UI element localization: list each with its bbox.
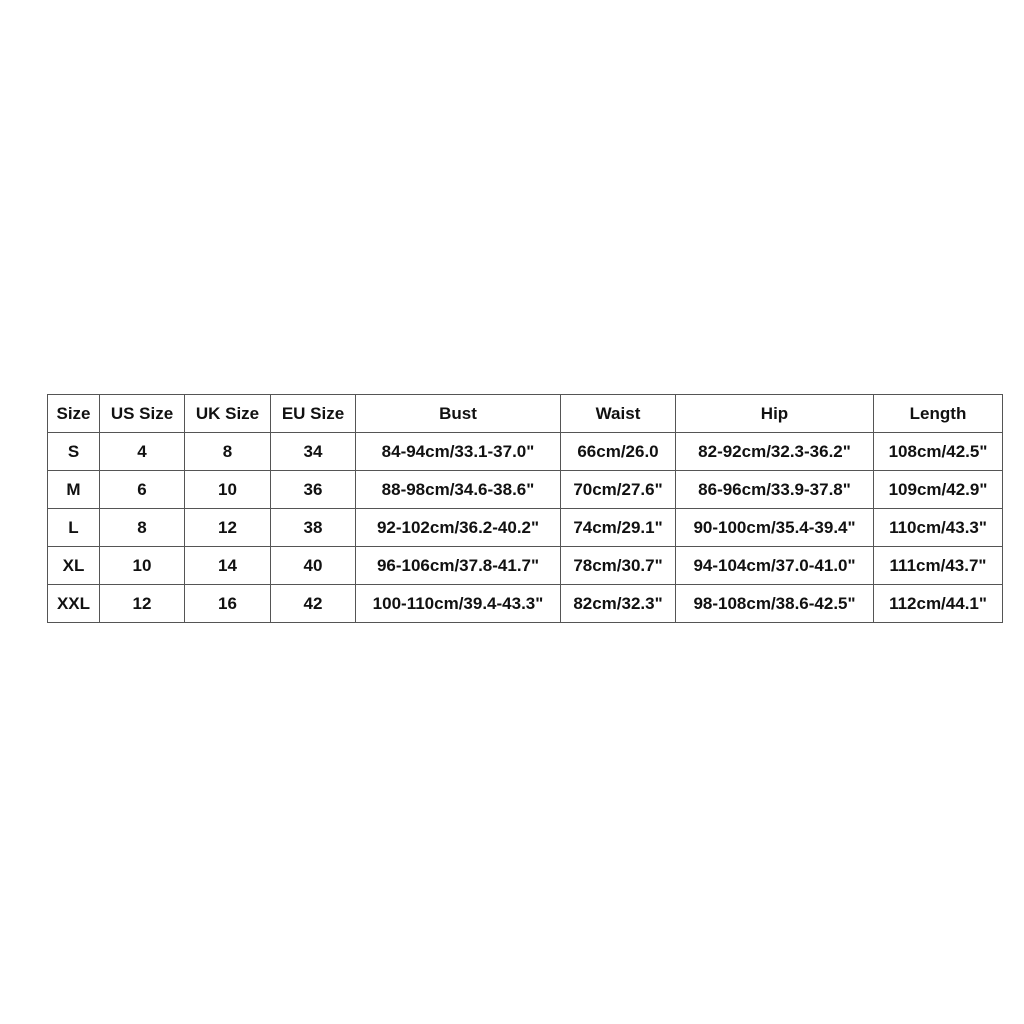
cell-us-size: 12: [100, 585, 185, 623]
table-row: [48, 509, 1003, 547]
cell-hip: 90-100cm/35.4-39.4": [676, 509, 874, 547]
cell-uk-size: 8: [185, 433, 271, 471]
table-row: [48, 471, 1003, 509]
cell-size: M: [48, 471, 100, 509]
cell-waist: 82cm/32.3": [561, 585, 676, 623]
cell-waist: 78cm/30.7": [561, 547, 676, 585]
cell-waist: 70cm/27.6": [561, 471, 676, 509]
cell-eu-size: 36: [271, 471, 356, 509]
cell-waist: 66cm/26.0: [561, 433, 676, 471]
cell-length: 109cm/42.9": [874, 471, 1003, 509]
cell-us-size: 10: [100, 547, 185, 585]
cell-hip: 82-92cm/32.3-36.2": [676, 433, 874, 471]
header-length: Length: [874, 395, 1003, 433]
cell-size: XXL: [48, 585, 100, 623]
cell-waist: 74cm/29.1": [561, 509, 676, 547]
table-header-row: [48, 395, 1003, 433]
cell-bust: 96-106cm/37.8-41.7": [356, 547, 561, 585]
header-uk-size: UK Size: [185, 395, 271, 433]
cell-bust: 92-102cm/36.2-40.2": [356, 509, 561, 547]
header-bust: Bust: [356, 395, 561, 433]
header-us-size: US Size: [100, 395, 185, 433]
cell-us-size: 8: [100, 509, 185, 547]
cell-us-size: 6: [100, 471, 185, 509]
cell-hip: 94-104cm/37.0-41.0": [676, 547, 874, 585]
cell-uk-size: 14: [185, 547, 271, 585]
cell-uk-size: 12: [185, 509, 271, 547]
table-row: [48, 585, 1003, 623]
cell-bust: 100-110cm/39.4-43.3": [356, 585, 561, 623]
size-chart-table: [47, 394, 1003, 623]
cell-uk-size: 10: [185, 471, 271, 509]
cell-size: L: [48, 509, 100, 547]
cell-eu-size: 38: [271, 509, 356, 547]
cell-bust: 88-98cm/34.6-38.6": [356, 471, 561, 509]
header-hip: Hip: [676, 395, 874, 433]
table-row: [48, 433, 1003, 471]
header-size: Size: [48, 395, 100, 433]
cell-size: S: [48, 433, 100, 471]
cell-hip: 86-96cm/33.9-37.8": [676, 471, 874, 509]
cell-eu-size: 34: [271, 433, 356, 471]
table-row: [48, 547, 1003, 585]
cell-eu-size: 40: [271, 547, 356, 585]
cell-length: 111cm/43.7": [874, 547, 1003, 585]
cell-hip: 98-108cm/38.6-42.5": [676, 585, 874, 623]
cell-length: 112cm/44.1": [874, 585, 1003, 623]
cell-length: 108cm/42.5": [874, 433, 1003, 471]
cell-size: XL: [48, 547, 100, 585]
header-eu-size: EU Size: [271, 395, 356, 433]
header-waist: Waist: [561, 395, 676, 433]
cell-us-size: 4: [100, 433, 185, 471]
cell-length: 110cm/43.3": [874, 509, 1003, 547]
cell-uk-size: 16: [185, 585, 271, 623]
cell-bust: 84-94cm/33.1-37.0": [356, 433, 561, 471]
cell-eu-size: 42: [271, 585, 356, 623]
